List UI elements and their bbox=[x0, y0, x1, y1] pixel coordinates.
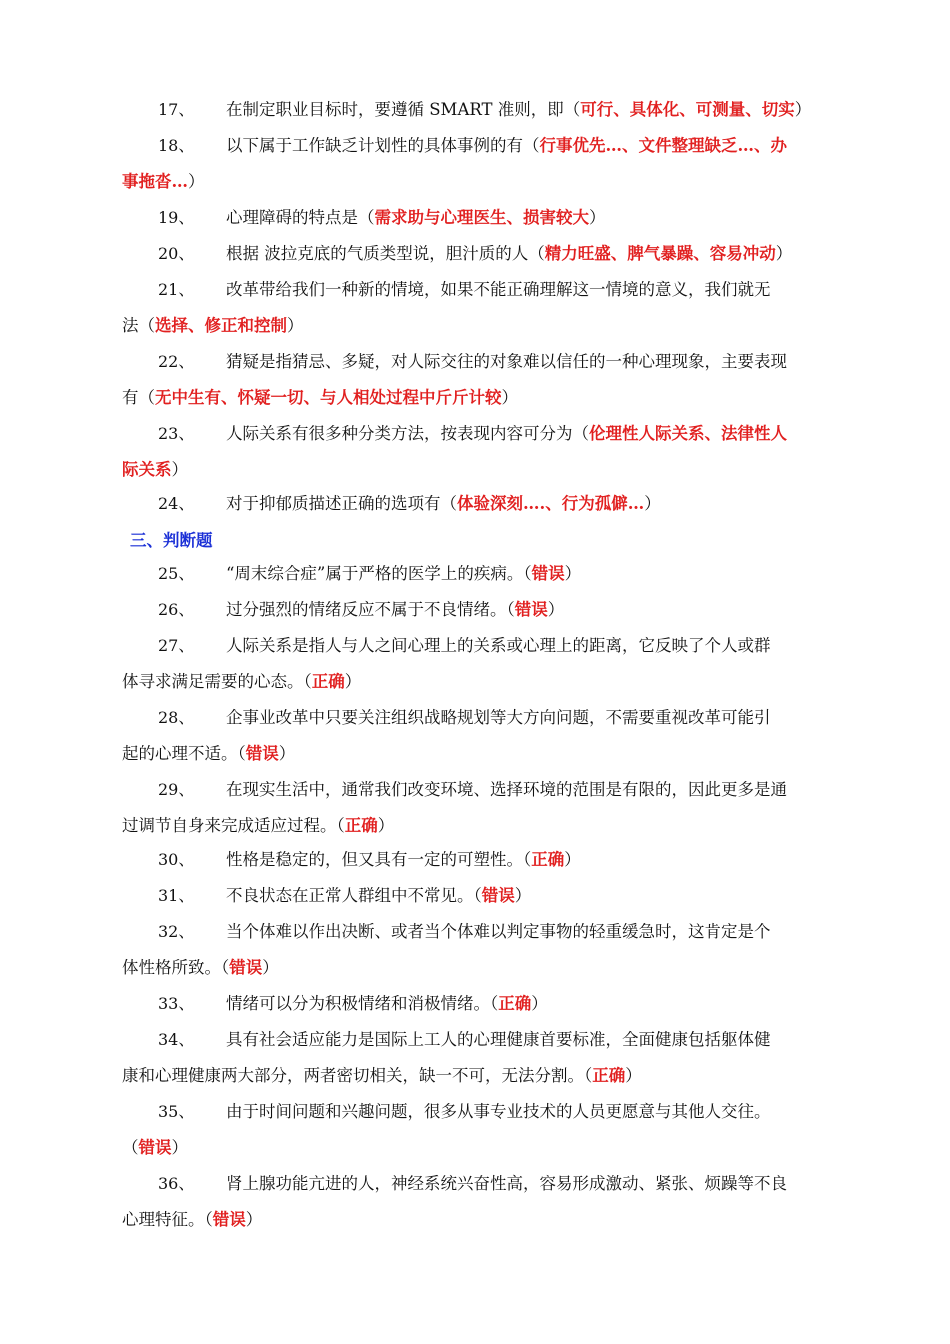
question-text: 在现实生活中，通常我们改变环境、选择环境的范围是有限的，因此更多是通 bbox=[226, 780, 787, 799]
question-text: 人际关系有很多种分类方法，按表现内容可分为（ bbox=[226, 424, 589, 443]
question-number: 19、 bbox=[158, 208, 195, 227]
answer-text: 行事优先…、文件整理缺乏…、办 bbox=[539, 136, 787, 155]
question-text: 根据 波拉克底的气质类型说，胆汁质的人（ bbox=[226, 244, 545, 263]
question-text: 人际关系是指人与人之间心理上的关系或心理上的距离，它反映了个人或群 bbox=[226, 636, 771, 655]
answer-text: 错误 bbox=[138, 1138, 172, 1157]
closing-paren: ） bbox=[287, 316, 304, 335]
answer-text: 正确 bbox=[498, 994, 532, 1013]
question-text: 当个体难以作出决断、或者当个体难以判定事物的轻重缓急时，这肯定是个 bbox=[226, 922, 771, 941]
question-line bbox=[226, 244, 792, 264]
question-line bbox=[226, 708, 771, 728]
question-number: 34、 bbox=[158, 1030, 195, 1049]
question-line bbox=[226, 850, 581, 870]
question-number: 31、 bbox=[158, 886, 195, 905]
question-line bbox=[226, 922, 771, 942]
question-number: 32、 bbox=[158, 922, 195, 941]
question-number: 36、 bbox=[158, 1174, 195, 1193]
closing-paren: ） bbox=[171, 460, 188, 479]
question-text: 猜疑是指猜忌、多疑，对人际交往的对象难以信任的一种心理现象，主要表现 bbox=[226, 352, 787, 371]
closing-paren: ） bbox=[344, 672, 362, 691]
closing-paren: ） bbox=[589, 208, 606, 227]
answer-text: 错误 bbox=[514, 600, 548, 619]
question-line bbox=[122, 1210, 262, 1230]
question-line bbox=[226, 1030, 771, 1050]
closing-paren: ） bbox=[531, 994, 548, 1013]
question-line bbox=[226, 1174, 787, 1194]
answer-text: 际关系 bbox=[122, 460, 172, 479]
answer-text: 错误 bbox=[245, 744, 279, 763]
answer-text: 错误 bbox=[481, 886, 515, 905]
question-text: 体寻求满足需要的心态。（ bbox=[122, 672, 312, 691]
answer-text: 精力旺盛、脾气暴躁、容易冲动 bbox=[544, 244, 776, 263]
answer-text: 体验深刻….、行为孤僻… bbox=[457, 494, 645, 513]
answer-text: 伦理性人际关系、法律性人 bbox=[589, 424, 787, 443]
question-number: 17、 bbox=[158, 100, 195, 119]
answer-text: 正确 bbox=[311, 672, 345, 691]
question-text: 起的心理不适。（ bbox=[122, 744, 246, 763]
section-heading: 三、判断题 bbox=[130, 531, 213, 550]
closing-paren: ） bbox=[245, 1210, 263, 1229]
question-text: 康和心理健康两大部分，两者密切相关，缺一不可，无法分割。（ bbox=[122, 1066, 593, 1085]
closing-paren: ） bbox=[775, 244, 793, 263]
answer-text: 可行、具体化、可测量、切实 bbox=[580, 100, 795, 119]
closing-paren: ） bbox=[278, 744, 296, 763]
question-text: 有（ bbox=[122, 388, 155, 407]
question-number: 35、 bbox=[158, 1102, 195, 1121]
question-line bbox=[122, 1066, 642, 1086]
answer-text: 正确 bbox=[531, 850, 565, 869]
question-text: 性格是稳定的，但又具有一定的可塑性。（ bbox=[226, 850, 532, 869]
question-text: 不良状态在正常人群组中不常见。（ bbox=[226, 886, 482, 905]
question-line bbox=[226, 780, 787, 800]
question-line bbox=[226, 494, 661, 514]
question-text: 在制定职业目标时，要遵循 SMART 准则，即（ bbox=[226, 100, 581, 119]
question-text: 肾上腺功能亢进的人，神经系统兴奋性高，容易形成激动、紧张、烦躁等不良 bbox=[226, 1174, 787, 1193]
question-line bbox=[226, 886, 531, 906]
question-text: 对于抑郁质描述正确的选项有（ bbox=[226, 494, 457, 513]
closing-paren: ） bbox=[564, 850, 581, 869]
answer-text: 无中生有、怀疑一切、与人相处过程中斤斤计较 bbox=[155, 388, 502, 407]
closing-paren: ） bbox=[262, 958, 279, 977]
question-line bbox=[122, 958, 279, 978]
question-text: （ bbox=[122, 1138, 139, 1157]
question-line bbox=[226, 1102, 771, 1122]
question-number: 30、 bbox=[158, 850, 195, 869]
question-number: 20、 bbox=[158, 244, 195, 263]
question-number: 33、 bbox=[158, 994, 195, 1013]
closing-paren: ） bbox=[644, 494, 661, 513]
question-line bbox=[226, 280, 771, 300]
question-line bbox=[226, 136, 787, 156]
closing-paren: ） bbox=[377, 816, 395, 835]
question-text: 心理障碍的特点是（ bbox=[226, 208, 375, 227]
answer-text: 错误 bbox=[229, 958, 263, 977]
question-text: 企事业改革中只要关注组织战略规划等大方向问题，不需要重视改革可能引 bbox=[226, 708, 771, 727]
closing-paren: ） bbox=[514, 886, 532, 905]
closing-paren: ） bbox=[794, 100, 812, 119]
question-line bbox=[122, 1138, 188, 1158]
answer-text: 选择、修正和控制 bbox=[155, 316, 287, 335]
closing-paren: ） bbox=[564, 564, 582, 583]
answer-text: 需求助与心理医生、损害较大 bbox=[374, 208, 589, 227]
question-number: 22、 bbox=[158, 352, 195, 371]
answer-text: 正确 bbox=[344, 816, 378, 835]
question-number: 21、 bbox=[158, 280, 195, 299]
closing-paren: ） bbox=[625, 1066, 642, 1085]
answer-text: 正确 bbox=[592, 1066, 626, 1085]
closing-paren: ） bbox=[501, 388, 518, 407]
answer-text: 错误 bbox=[212, 1210, 246, 1229]
closing-paren: ） bbox=[547, 600, 565, 619]
question-line bbox=[122, 744, 295, 764]
question-line bbox=[226, 636, 771, 656]
question-text: 改革带给我们一种新的情境，如果不能正确理解这一情境的意义，我们就无 bbox=[226, 280, 771, 299]
question-number: 26、 bbox=[158, 600, 195, 619]
question-text: 由于时间问题和兴趣问题，很多从事专业技术的人员更愿意与其他人交往。 bbox=[226, 1102, 771, 1121]
question-line bbox=[122, 672, 361, 692]
question-text: 过调节自身来完成适应过程。（ bbox=[122, 816, 345, 835]
question-line bbox=[226, 600, 564, 620]
question-number: 27、 bbox=[158, 636, 195, 655]
question-text: “周末综合症”属于严格的医学上的疾病。（ bbox=[226, 564, 532, 583]
question-line bbox=[226, 352, 787, 372]
question-number: 24、 bbox=[158, 494, 195, 513]
question-line bbox=[122, 172, 205, 192]
answer-text: 错误 bbox=[531, 564, 565, 583]
question-line bbox=[122, 316, 304, 336]
question-number: 23、 bbox=[158, 424, 195, 443]
question-line bbox=[226, 100, 811, 120]
question-text: 以下属于工作缺乏计划性的具体事例的有（ bbox=[226, 136, 540, 155]
question-line bbox=[122, 388, 518, 408]
question-line bbox=[226, 994, 548, 1014]
question-text: 过分强烈的情绪反应不属于不良情绪。（ bbox=[226, 600, 515, 619]
question-number: 18、 bbox=[158, 136, 195, 155]
question-line bbox=[226, 564, 581, 584]
question-number: 29、 bbox=[158, 780, 195, 799]
closing-paren: ） bbox=[188, 172, 205, 191]
question-text: 具有社会适应能力是国际上工人的心理健康首要标准，全面健康包括躯体健 bbox=[226, 1030, 771, 1049]
question-number: 25、 bbox=[158, 564, 195, 583]
question-line bbox=[122, 460, 188, 480]
question-text: 心理特征。（ bbox=[122, 1210, 213, 1229]
question-line bbox=[226, 424, 787, 444]
closing-paren: ） bbox=[171, 1138, 188, 1157]
question-text: 体性格所致。（ bbox=[122, 958, 230, 977]
question-text: 法（ bbox=[122, 316, 155, 335]
question-line bbox=[226, 208, 606, 228]
answer-text: 事拖沓… bbox=[122, 172, 188, 191]
question-line bbox=[122, 816, 394, 836]
question-number: 28、 bbox=[158, 708, 195, 727]
question-text: 情绪可以分为积极情绪和消极情绪。（ bbox=[226, 994, 499, 1013]
